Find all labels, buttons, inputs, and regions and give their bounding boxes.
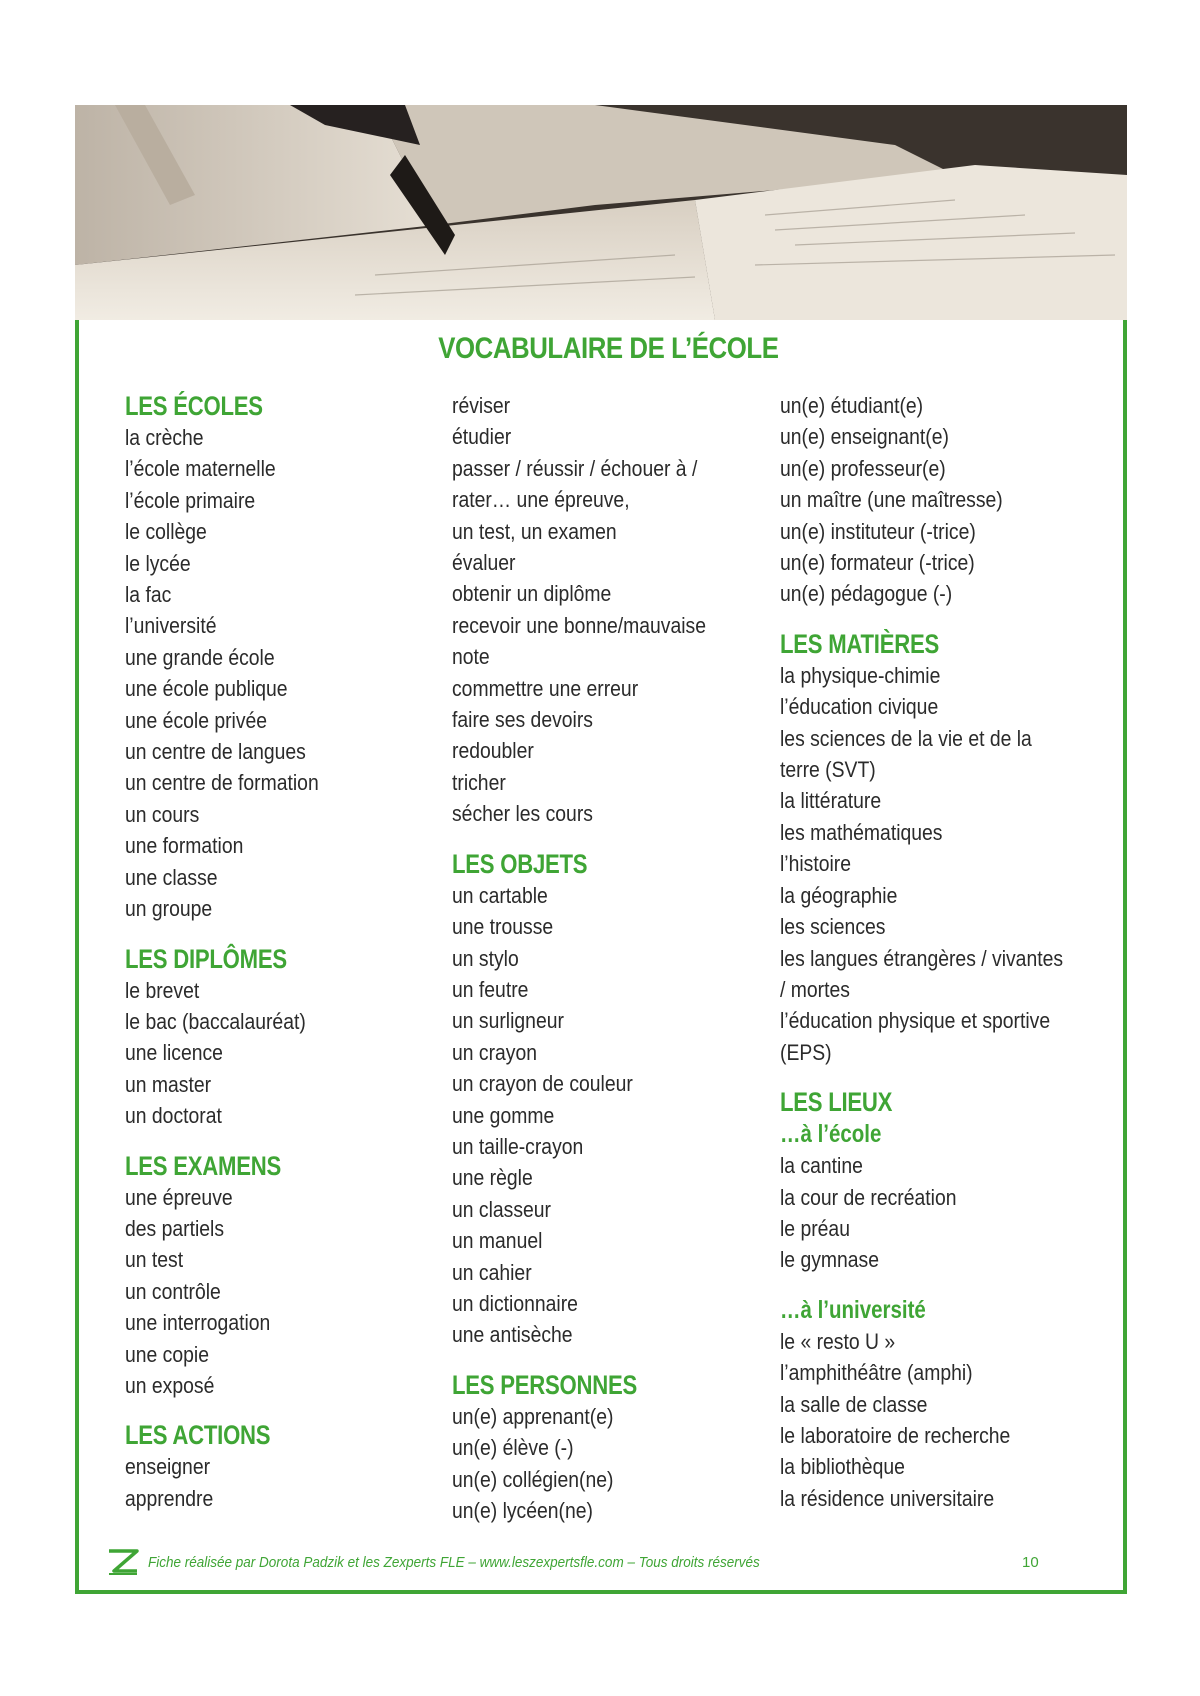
list-item: (EPS) — [780, 1039, 832, 1065]
list-item: une copie — [125, 1341, 209, 1367]
list-item: sécher les cours — [452, 801, 593, 827]
list-item: des partiels — [125, 1215, 225, 1241]
section-heading: LES EXAMENS — [125, 1150, 282, 1181]
books-banner-image — [75, 105, 1127, 320]
list-item: un groupe — [125, 896, 213, 922]
list-item: obtenir un diplôme — [452, 581, 612, 607]
section-diplomes — [125, 943, 445, 1132]
list-item: la littérature — [780, 788, 882, 814]
list-item: rater… une épreuve, — [452, 487, 630, 513]
list-item: une école privée — [125, 707, 268, 733]
list-item: réviser — [452, 393, 511, 418]
section-heading: LES ACTIONS — [125, 1420, 271, 1451]
section-lieux-universite — [780, 1294, 1100, 1514]
list-item: la bibliothèque — [780, 1454, 905, 1480]
list-item: une gomme — [452, 1102, 555, 1128]
list-item: étudier — [452, 424, 512, 450]
section-matieres — [780, 628, 1100, 1068]
list-item: le brevet — [125, 977, 200, 1003]
list-item: un(e) lycéen(ne) — [452, 1498, 593, 1523]
list-item: un cartable — [452, 882, 548, 908]
list-item: un doctorat — [125, 1103, 222, 1129]
list-item: enseigner — [125, 1454, 211, 1480]
list-item: un crayon de couleur — [452, 1071, 633, 1097]
list-item: un(e) professeur(e) — [780, 455, 946, 481]
list-item: une épreuve — [125, 1184, 233, 1210]
list-item: la cantine — [780, 1153, 863, 1179]
list-item: le bac (baccalauréat) — [125, 1008, 306, 1034]
list-item: la salle de classe — [780, 1391, 928, 1417]
list-item: les langues étrangères / vivantes — [780, 945, 1064, 971]
z-logo-icon — [106, 1547, 140, 1581]
list-item: un surligneur — [452, 1008, 564, 1034]
list-item: un(e) collégien(ne) — [452, 1466, 614, 1492]
list-item: un manuel — [452, 1228, 543, 1254]
list-item: un(e) apprenant(e) — [452, 1403, 614, 1429]
section-lieux — [780, 1086, 1100, 1276]
page-footer — [100, 1545, 1100, 1581]
list-item: les sciences de la vie et de la — [780, 725, 1032, 751]
list-item: un classeur — [452, 1196, 552, 1222]
list-item: un exposé — [125, 1372, 215, 1398]
list-item: une licence — [125, 1040, 223, 1066]
list-item: un(e) formateur (-trice) — [780, 550, 975, 576]
column-2 — [452, 390, 772, 1526]
list-item: l’éducation physique et sportive — [780, 1008, 1051, 1034]
list-item: le préau — [780, 1215, 850, 1241]
list-item: un cours — [125, 801, 200, 827]
list-item: un(e) instituteur (-trice) — [780, 518, 976, 544]
section-actions-continued — [452, 390, 772, 830]
list-item: une trousse — [452, 914, 554, 940]
column-3 — [780, 390, 1100, 1514]
section-ecoles — [125, 390, 445, 925]
section-personnes-continued — [780, 390, 1100, 610]
list-item: le lycée — [125, 550, 191, 576]
list-item: une antisèche — [452, 1322, 573, 1348]
list-item: le gymnase — [780, 1247, 880, 1273]
list-item: un taille-crayon — [452, 1133, 584, 1159]
list-item: un cahier — [452, 1259, 532, 1285]
list-item: les sciences — [780, 914, 886, 940]
list-item: recevoir une bonne/mauvaise — [452, 612, 706, 638]
list-item: un(e) pédagogue (-) — [780, 581, 953, 607]
list-item: un master — [125, 1071, 212, 1097]
footer-credit: Fiche réalisée par Dorota Padzik et les Zexperts FLE – www.leszexpertsfle.com – Tous droits réservés — [148, 1554, 760, 1571]
list-item: la fac — [125, 582, 172, 608]
list-item: une formation — [125, 833, 244, 859]
list-item: note — [452, 644, 490, 670]
list-item: les mathématiques — [780, 819, 943, 845]
list-item: l’université — [125, 613, 217, 639]
section-heading: LES DIPLÔMES — [125, 943, 287, 974]
list-item: une école publique — [125, 676, 288, 702]
section-heading: LES MATIÈRES — [780, 628, 940, 659]
list-item: un stylo — [452, 945, 519, 971]
section-personnes — [452, 1369, 772, 1527]
list-item: l’école maternelle — [125, 456, 276, 482]
list-item: le laboratoire de recherche — [780, 1422, 1011, 1448]
list-item: un crayon — [452, 1039, 538, 1065]
section-examens — [125, 1150, 445, 1402]
list-item: commettre une erreur — [452, 675, 639, 701]
list-item: apprendre — [125, 1485, 214, 1511]
list-item: la cour de recréation — [780, 1184, 957, 1210]
page-number: 10 — [1022, 1554, 1039, 1571]
list-item: terre (SVT) — [780, 757, 876, 783]
list-item: un test, un examen — [452, 518, 617, 544]
list-item: un dictionnaire — [452, 1290, 578, 1316]
page-title: VOCABULAIRE DE L’ÉCOLE — [438, 332, 779, 365]
list-item: un contrôle — [125, 1278, 221, 1304]
list-item: redoubler — [452, 738, 534, 764]
list-item: / mortes — [780, 976, 850, 1002]
list-item: un centre de formation — [125, 770, 319, 796]
list-item: un(e) enseignant(e) — [780, 424, 949, 450]
list-item: le « resto U » — [780, 1328, 896, 1354]
subsection-heading: …à l’université — [780, 1295, 926, 1324]
list-item: un(e) étudiant(e) — [780, 393, 924, 418]
list-item: une règle — [452, 1165, 533, 1191]
list-item: la géographie — [780, 882, 898, 908]
list-item: un maître (une maîtresse) — [780, 487, 1003, 513]
section-heading: LES OBJETS — [452, 848, 588, 879]
list-item: une classe — [125, 864, 218, 890]
list-item: une grande école — [125, 644, 275, 670]
open-books-illustration — [75, 105, 1127, 320]
subsection-heading: …à l’école — [780, 1120, 882, 1149]
section-heading: LES PERSONNES — [452, 1369, 638, 1400]
list-item: l’école primaire — [125, 487, 256, 513]
list-item: le collège — [125, 519, 207, 545]
list-item: évaluer — [452, 550, 516, 576]
list-item: un test — [125, 1247, 184, 1273]
list-item: un feutre — [452, 976, 529, 1002]
list-item: passer / réussir / échouer à / — [452, 455, 698, 481]
list-item: la crèche — [125, 425, 204, 450]
list-item: l’amphithéâtre (amphi) — [780, 1360, 973, 1386]
list-item: l’éducation civique — [780, 694, 939, 720]
list-item: tricher — [452, 769, 506, 795]
list-item: la résidence universitaire — [780, 1485, 995, 1511]
list-item: faire ses devoirs — [452, 707, 593, 733]
list-item: un centre de langues — [125, 739, 306, 765]
list-item: un(e) élève (-) — [452, 1435, 574, 1461]
section-objets — [452, 848, 772, 1351]
section-heading: LES LIEUX — [780, 1087, 893, 1118]
list-item: une interrogation — [125, 1310, 271, 1336]
list-item: l’histoire — [780, 851, 852, 877]
list-item: la physique-chimie — [780, 662, 941, 688]
section-heading: LES ÉCOLES — [125, 391, 263, 421]
column-1 — [125, 390, 445, 1514]
section-actions — [125, 1419, 445, 1514]
